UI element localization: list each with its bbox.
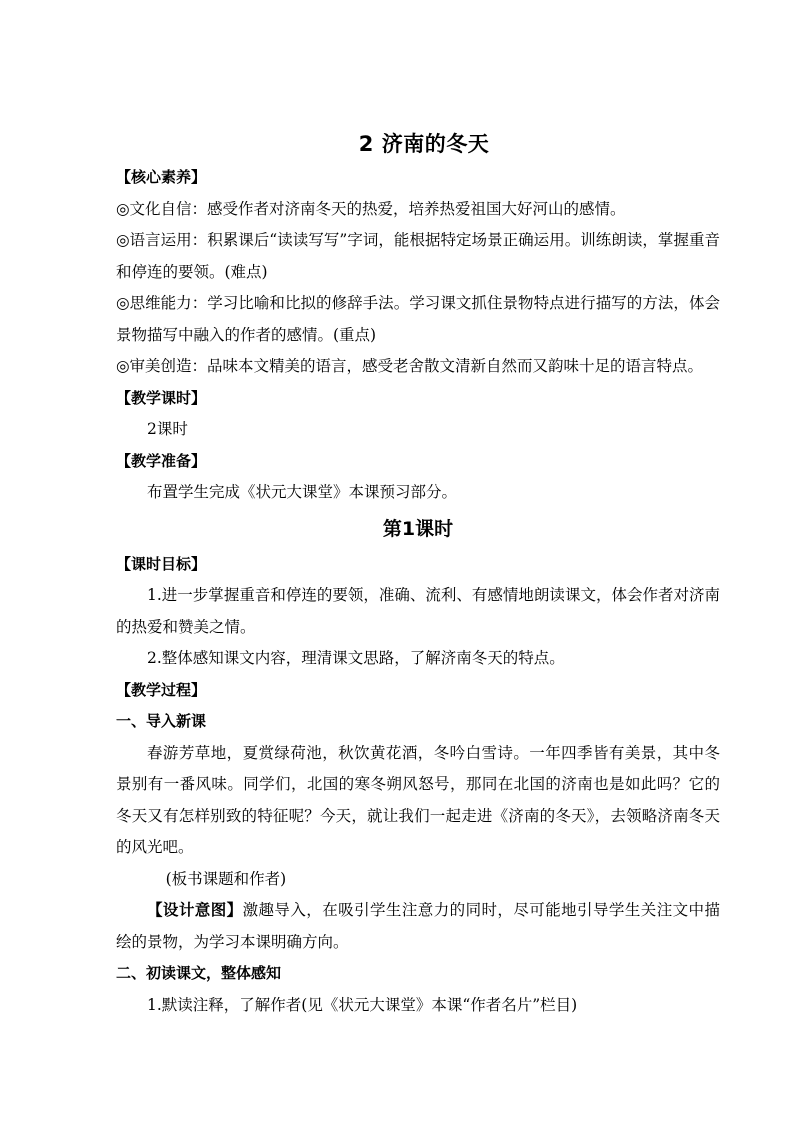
design-intent-label: 【设计意图】 xyxy=(147,901,243,919)
lesson-goal-2: 2.整体感知课文内容，理清课文思路，了解济南冬天的特点。 xyxy=(147,649,565,667)
core-literacy-item-thinking: ◎思维能力：学习比喻和比拟的修辞手法。学习课文抓住景物特点进行描写的方法，体会景物描写中融入的作者的感情。(重点) xyxy=(116,294,720,344)
core-literacy-item-aesthetics: ◎审美创造：品味本文精美的语言，感受老舍散文清新自然而又韵味十足的语言特点。 xyxy=(116,357,704,375)
core-literacy-heading: 【核心素养】 xyxy=(116,168,207,186)
teaching-process-heading: 【教学过程】 xyxy=(116,680,207,699)
document-content xyxy=(116,126,720,1021)
section-2-item-1: 1.默读注释，了解作者(见《状元大课堂》本课“作者名片”栏目) xyxy=(147,995,578,1014)
preparation-text: 布置学生完成《状元大课堂》本课预习部分。 xyxy=(147,483,458,501)
class-hours-text: 2课时 xyxy=(147,420,188,438)
preparation-heading: 【教学准备】 xyxy=(116,451,207,470)
lesson-1-title: 第1课时 xyxy=(382,517,454,540)
design-intent-paragraph xyxy=(116,895,720,958)
design-intent-text: 激趣导入，在吸引学生注意力的同时，尽可能地引导学生关注文中描绘的景物，为学习本课明确方向。 xyxy=(116,901,720,951)
board-note: (板书课题和作者) xyxy=(165,869,287,888)
core-literacy-item-culture: ◎文化自信：感受作者对济南冬天的热爱，培养热爱祖国大好河山的感情。 xyxy=(116,199,626,218)
page-title: 2 济南的冬天 xyxy=(358,132,490,156)
lesson-goals-heading: 【课时目标】 xyxy=(116,554,207,573)
section-1-heading: 一、导入新课 xyxy=(116,712,207,730)
section-1-paragraph: 春游芳草地，夏赏绿荷池，秋饮黄花酒，冬吟白雪诗。一年四季皆有美景，其中冬景别有一番风味。同学们，北国的寒冬朔风怒号，那同在北国的济南也是如此吗？它的冬天又有怎样别致的特征呢？今天，就让我们一起走进《济南的冬天》，去领略济南冬天的风光吧。 xyxy=(116,743,720,856)
class-hours-heading: 【教学课时】 xyxy=(116,388,207,407)
section-2-heading: 二、初读课文，整体感知 xyxy=(116,964,282,982)
lesson-goal-1: 1.进一步掌握重音和停连的要领，准确、流利、有感情地朗读课文，体会作者对济南的热爱和赞美之情。 xyxy=(116,586,720,636)
core-literacy-item-language: ◎语言运用：积累课后“读读写写”字词，能根据特定场景正确运用。训练朗读，掌握重音和停连的要领。(难点) xyxy=(116,231,720,281)
